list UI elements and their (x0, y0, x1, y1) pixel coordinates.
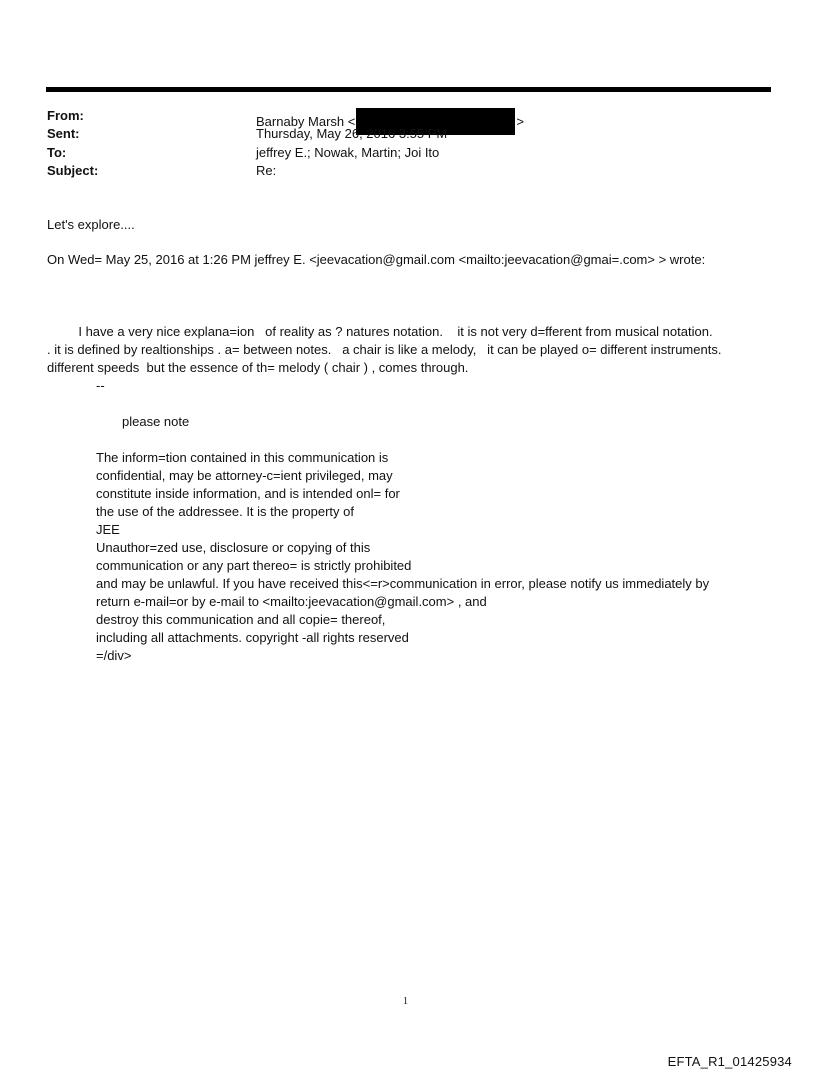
document-id: EFTA_R1_01425934 (667, 1054, 792, 1069)
quoted-paragraph-line-2: . it is defined by realtionships . a= between notes. a chair is like a melody, it can be played o= different instruments. (47, 342, 722, 357)
subject-value: Re: (256, 163, 277, 178)
disclaimer-line: The inform=tion contained in this communication is (96, 450, 389, 465)
disclaimer-line: the use of the addressee. It is the property of (96, 504, 354, 519)
please-note: please note (122, 414, 190, 429)
sent-value: Thursday, May 26, 2016 3:55 PM (256, 126, 448, 141)
disclaimer-line: destroy this communication and all copie= thereof, (96, 612, 386, 627)
from-label: From: (47, 108, 84, 123)
greeting: Let's explore.... (47, 217, 135, 232)
disclaimer-line: return e-mail=or by e-mail to <mailto:jeevacation@gmail.com> , and (96, 594, 487, 609)
disclaimer-line: communication or any part thereo= is strictly prohibited (96, 558, 412, 573)
signature-dash: -- (96, 378, 105, 393)
header-rule (46, 87, 771, 92)
disclaimer-line: and may be unlawful. If you have received this<=r>communication in error, please notify us immediately by (96, 576, 710, 591)
to-label: To: (47, 145, 67, 160)
disclaimer-line: Unauthor=zed use, disclosure or copying of this (96, 540, 371, 555)
disclaimer-line: JEE (96, 522, 120, 537)
quoted-paragraph-line-1: I have a very nice explana=ion of reality as ? natures notation. it is not very d=fferent from musical notation. (35, 324, 713, 339)
to-value: jeffrey E.; Nowak, Martin; Joi Ito (256, 145, 440, 160)
disclaimer-line: constitute inside information, and is intended onl= for (96, 486, 400, 501)
sent-label: Sent: (47, 126, 80, 141)
subject-label: Subject: (47, 163, 99, 178)
from-name: Barnaby Marsh < (256, 114, 356, 129)
quoted-paragraph-line-3: different speeds but the essence of th= melody ( chair ) , comes through. (47, 360, 469, 375)
disclaimer-line: confidential, may be attorney-c=ient privileged, may (96, 468, 393, 483)
quote-intro: On Wed= May 25, 2016 at 1:26 PM jeffrey E. <jeevacation@gmail.com <mailto:jeevacation@gmai=.com> > wrote: (47, 252, 706, 267)
from-close: > (516, 114, 524, 129)
page-number: 1 (403, 996, 408, 1007)
disclaimer-line: =/div> (96, 648, 132, 663)
disclaimer-line: including all attachments. copyright -all rights reserved (96, 630, 409, 645)
